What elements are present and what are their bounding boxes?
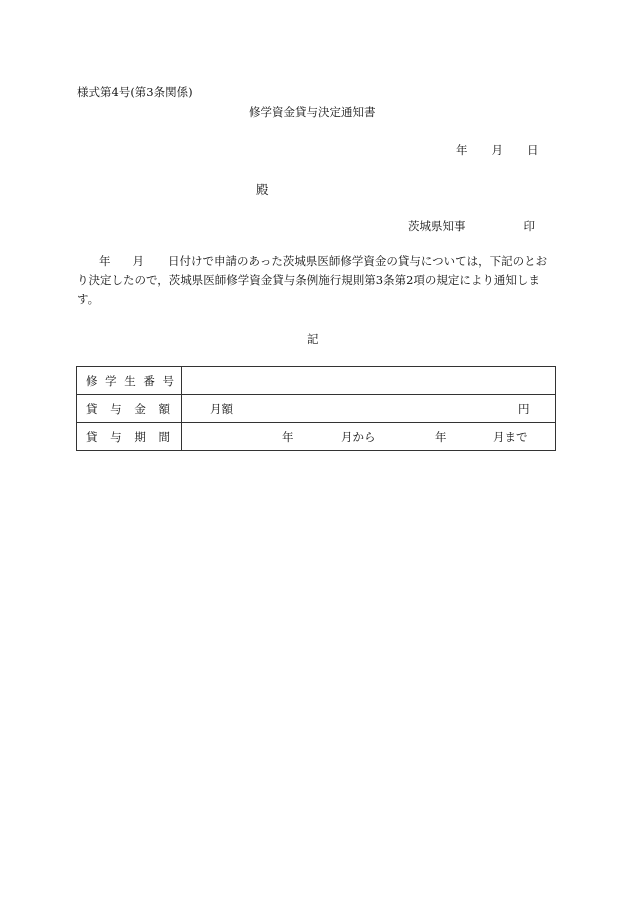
period-start-month: 月から (341, 429, 376, 444)
date-line (456, 142, 539, 158)
document-title: 修学資金貸与決定通知書 (249, 105, 376, 119)
label-char: 期 (134, 429, 146, 444)
body-month-label: 月 (132, 254, 144, 268)
sender-line (408, 218, 535, 234)
label-char: 修 (86, 373, 98, 388)
period-end-month: 月まで (493, 429, 528, 444)
monthly-amount-prefix: 月額 (210, 401, 233, 416)
label-char: 間 (158, 429, 170, 444)
loan-details-table (76, 366, 556, 451)
notice-body-paragraph (77, 252, 557, 309)
loan-amount-value (182, 395, 556, 423)
date-day-label: 日 (527, 143, 539, 157)
table-row-loan-period (77, 423, 556, 451)
ki-heading: 記 (307, 332, 319, 346)
table-row-student-number (77, 367, 556, 395)
label-char: 金 (134, 401, 146, 416)
label-char: 与 (110, 401, 122, 416)
seal-mark: 印 (523, 219, 535, 233)
period-end-year: 年 (435, 429, 447, 444)
label-char: 号 (162, 373, 174, 388)
loan-period-label (77, 423, 182, 451)
label-char: 番 (143, 373, 155, 388)
label-char: 学 (105, 373, 117, 388)
yen-unit: 円 (518, 401, 530, 416)
label-char: 貸 (86, 401, 98, 416)
body-text: 日付けで申請のあった茨城県医師修学資金の貸与については，下記のとおり決定したので，茨城県医師修学資金貸与条例施行規則第3条第2項の規定により通知します。 (77, 254, 548, 306)
loan-period-value (182, 423, 556, 451)
label-char: 貸 (86, 429, 98, 444)
label-char: 額 (158, 401, 170, 416)
body-year-label: 年 (99, 254, 111, 268)
addressee-honorific: 殿 (256, 182, 269, 197)
student-number-label (77, 367, 182, 395)
date-month-label: 月 (491, 143, 503, 157)
student-number-value (182, 367, 556, 395)
table-row-loan-amount (77, 395, 556, 423)
form-number-label: 様式第4号(第3条関係) (77, 85, 193, 99)
loan-amount-label (77, 395, 182, 423)
date-year-label: 年 (456, 143, 468, 157)
sender-name: 茨城県知事 (408, 219, 466, 233)
label-char: 生 (124, 373, 136, 388)
label-char: 与 (110, 429, 122, 444)
period-start-year: 年 (282, 429, 294, 444)
